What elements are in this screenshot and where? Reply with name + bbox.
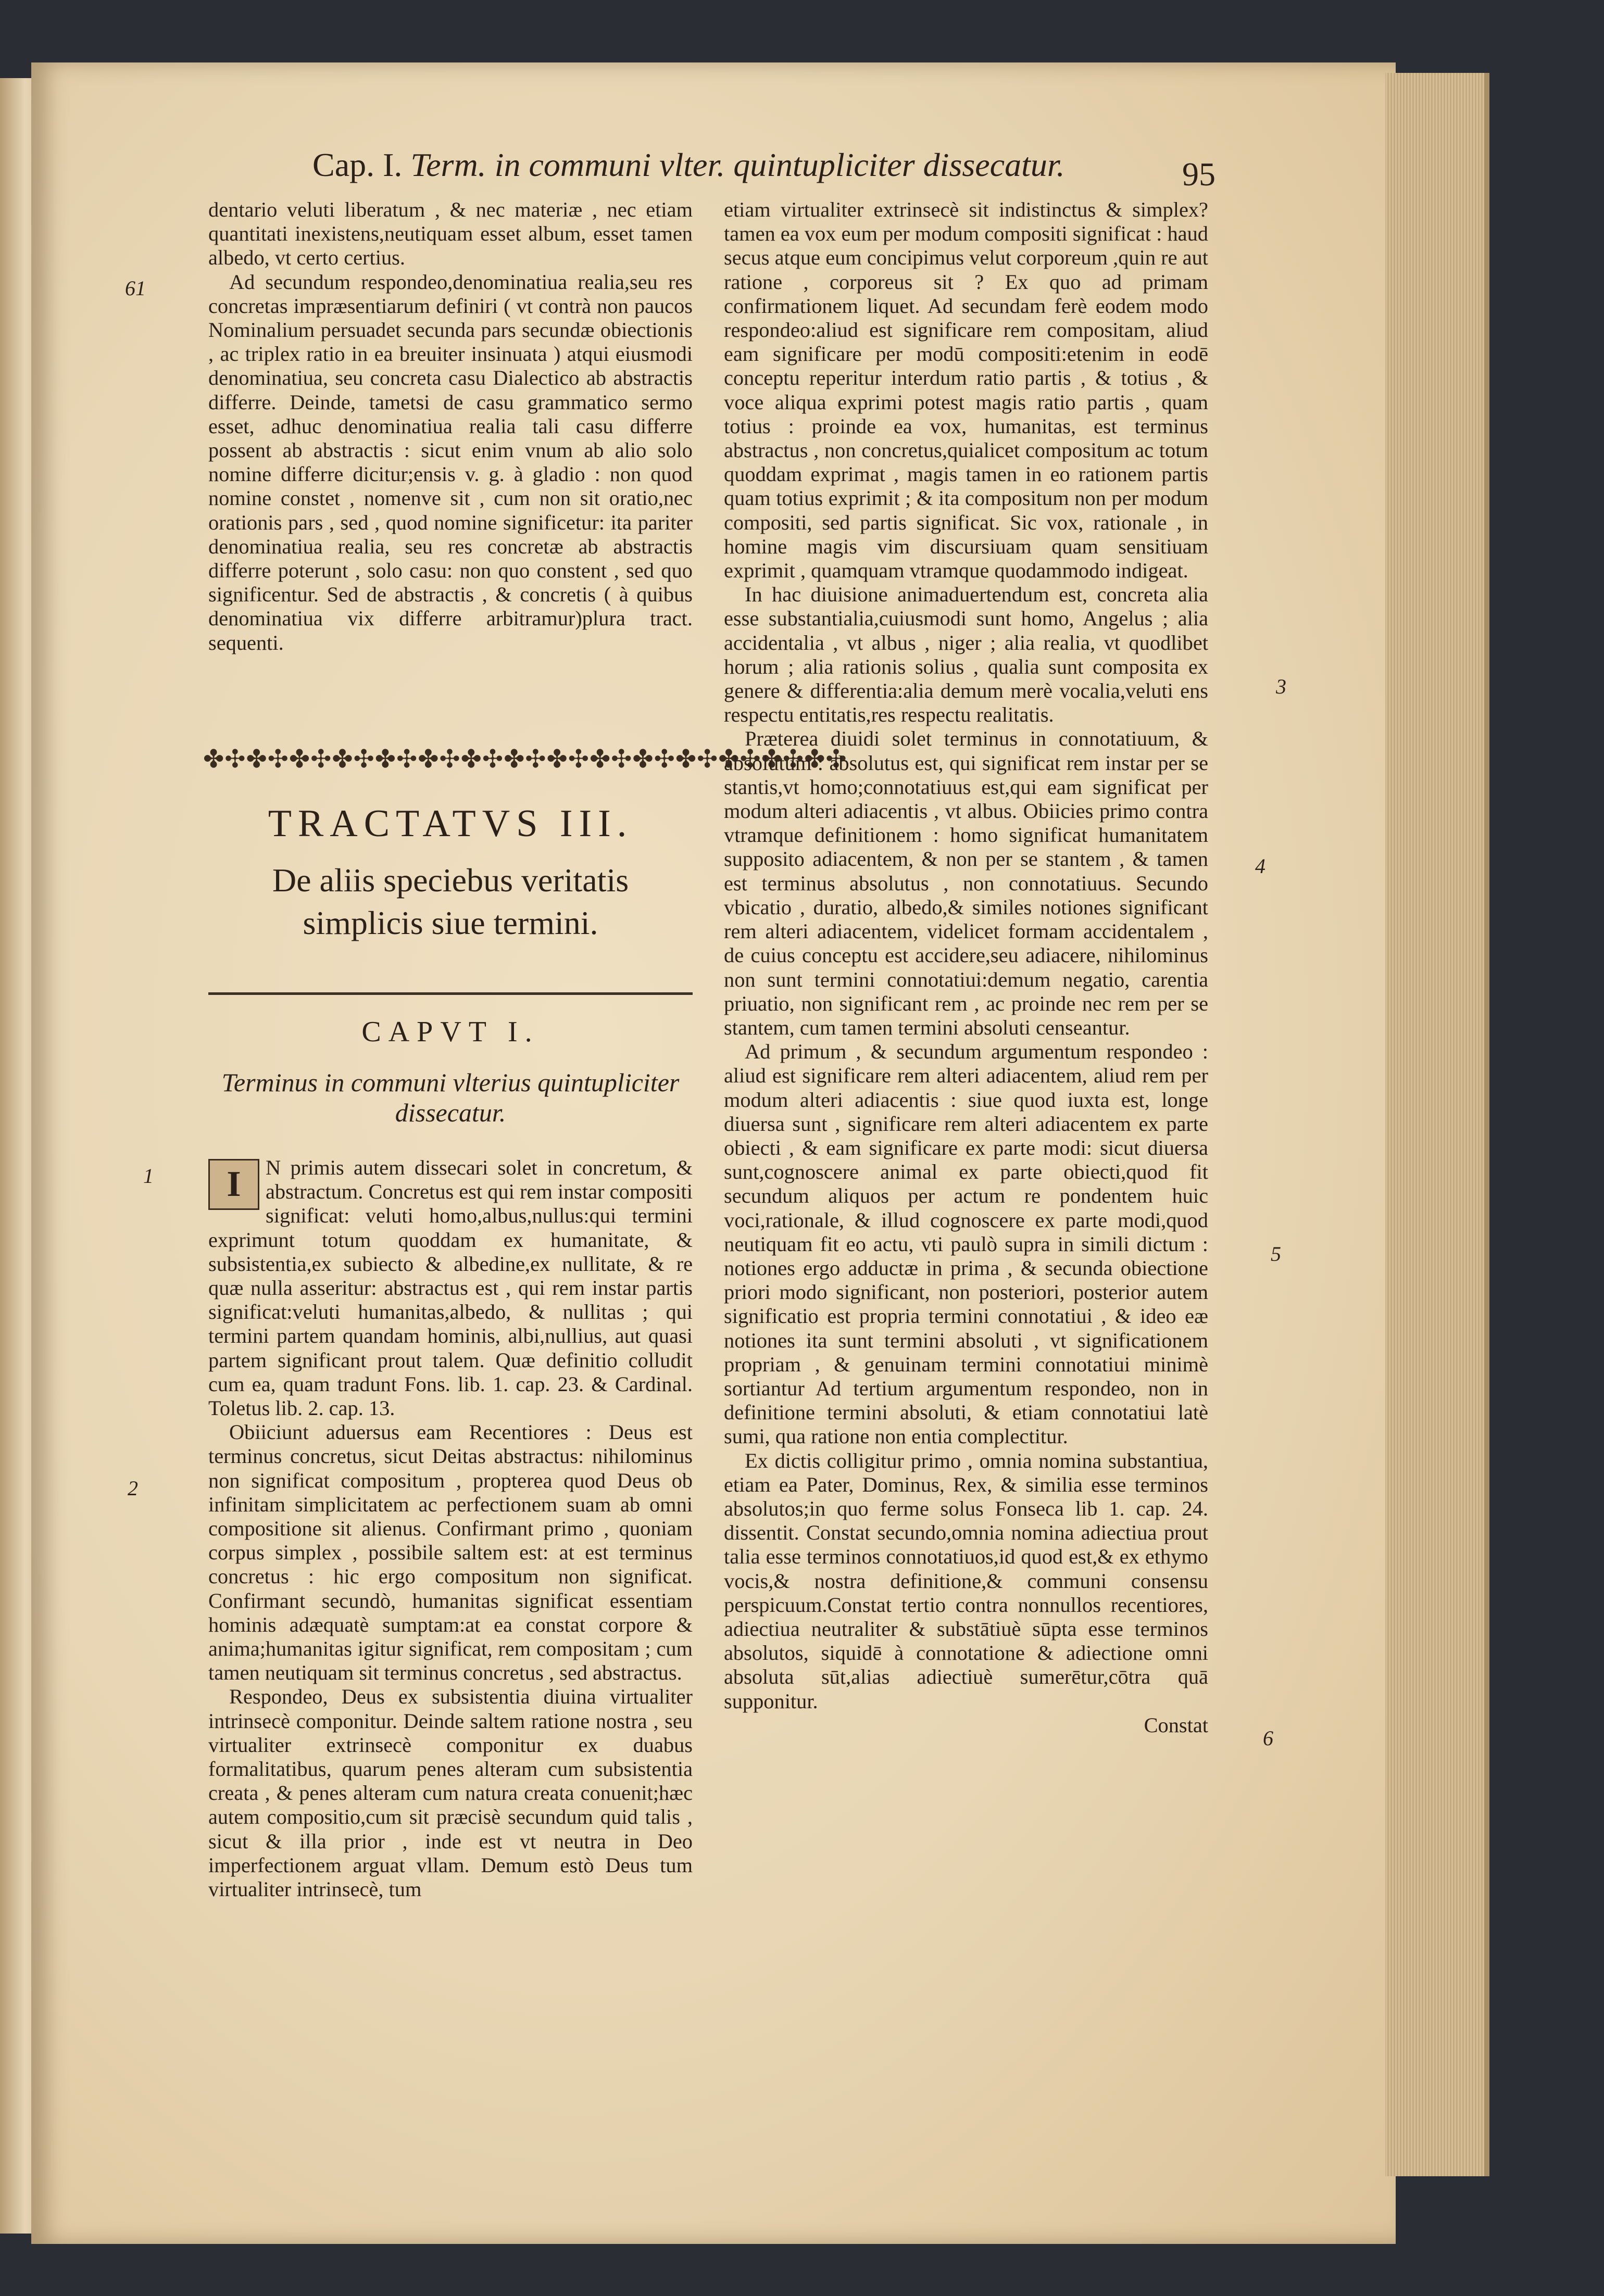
paragraph xyxy=(208,1156,693,1420)
caput-title: CAPVT I. xyxy=(361,1016,540,1048)
margin-number: 2 xyxy=(128,1477,138,1500)
margin-number: 1 xyxy=(143,1164,154,1188)
section-rule xyxy=(208,992,693,995)
right-column xyxy=(724,198,1208,1737)
margin-number: 61 xyxy=(125,276,146,300)
paragraph: Ex dictis colligitur primo , omnia nomina substantiua, etiam ea Pater, Dominus, Rex, & similia esse terminos absolutos;in quo ferme solus Fonseca lib 1. cap. 24. dissentit. Constat secundo,omnia nomina adiectiua prout talia esse terminos connotatiuos,id quod est,& ex ethymo vocis,& nostra definitione,& communi consensu perspicuum.Constat tertio contra nonnullos recentiores, adiectiua neutraliter & substātiuè sūpta esse terminos absolutos, siquidē à connotatione & adiectione omni absoluta sūt,alias adiectiuè sumerētur,cōtra quā supponitur. xyxy=(724,1448,1208,1713)
running-title: Term. in communi vlter. quintupliciter dissecatur. xyxy=(410,146,1065,183)
paragraph: Respondeo, Deus ex subsistentia diuina virtualiter intrinsecè componitur. Deinde saltem ratione nostra , seu virtualiter extrinsecè componitur ex duabus formalitatibus, quarum penes alteram cum subsistentia creata , & penes alteram cum natura creata conuenit;hæc autem compositio,cum sit præcisè secundum quid talis , sicut & illa prior , inde est vt neutra in Deo imperfectionem arguat vllam. Demum estò Deus tum virtualiter intrinsecè, tum xyxy=(208,1685,693,1901)
ornament-band: ✤✣✤✣✤✣✤✣✤✣✤✣✤✣✤✣✤✣✤✣✤✣✤✣✤✣✤✣✤✣ xyxy=(203,746,847,773)
margin-number: 6 xyxy=(1263,1726,1273,1750)
chapter-label: Cap. I. xyxy=(312,146,403,183)
paragraph-text: N primis autem dissecari solet in concretum, & abstractum. Concretus est qui rem instar compositi significat: veluti homo,albus,nullus:qui termini exprimunt totum quoddam ex humanitate, & subsistentia,ex subiecto & albedine,ex nullitate, & re quæ nulla asseritur: abstractus est , qui rem instar partis significat:veluti humanitas,albedo, & nullitas ; qui termini partem quandam hominis, albi,nullius, aut quasi partem significant prout talem. Quæ definitio colludit cum ea, quam tradunt Fons. lib. 1. cap. 23. & Cardinal. Toletus lib. 2. cap. 13. xyxy=(208,1156,693,1420)
paragraph: Ad primum , & secundum argumentum respondeo : aliud est significare rem alteri adiacentem, aliud rem per modum alteri adiacentis : siue quod iuxta est, longe diuersa sunt , significare rem alteri adiacentem ex parte obiecti , & eam significare ex parte modi: sicut diuersa sunt,cognoscere animal ex parte obiecti,quod fit secundum aliquos per actum re pondentem huic voci,rationale, & illud cognoscere ex parte modi,quod neutiquam fit eo actu, vti paulò supra in simili dictum : notiones ergo adductæ in prima , & secunda obiectione priori modo significant, non posteriori, posterior autem significatio est propria termini connotatiui , & ideo eæ notiones ita sunt termini absoluti , vt significationem propriam , & genuinam termini connotatiui minimè sortiantur Ad tertium argumentum respondeo, non in definitione termini absoluti, & etiam connotatiui latè sumi, qua ratione non entia complectitur. xyxy=(724,1040,1208,1448)
paragraph: Ad secundum respondeo,denominatiua realia,seu res concretas impræsentiarum definiri ( vt contrà non paucos Nominalium persuadet secunda pars secundæ obiectionis , ac triplex ratio in ea breuiter insinuata ) atqui eiusmodi denominatiua, seu concreta casu Dialectico ab abstractis differre. Deinde, tametsi de casu grammatico sermo esset, adhuc denominatiua realia tali casu differre possent ab abstractis : sicut enim vnum ab alio solo nomine differre dicitur;ensis v. g. à gladio : non quod nomine constet , nomenve sit , cum non sit oratio,nec orationis pars , sed , quod nomine significetur: ita pariter denominatiua realia, seu res concretæ ab abstractis differre poterunt , solo casu: non quo constent , sed quo significentur. Sed de abstractis , & concretis ( à quibus denominatiua vix differre arbitramur)plura tract. sequenti. xyxy=(208,270,693,654)
left-column-bottom xyxy=(208,1156,693,1901)
paragraph: In hac diuisione animaduertendum est, concreta alia esse substantialia,cuiusmodi sunt homo, Angelus ; alia accidentalia , vt albus , niger ; alia realia, vt quodlibet horum ; alia rationis solius , qualia sunt composita ex genere & differentia:alia demum merè vocalia,veluti ens respectu entitatis,res respectu realitatis. xyxy=(724,583,1208,727)
paragraph: Obiiciunt aduersus eam Recentiores : Deus est terminus concretus, sicut Deitas abstractus: nihilominus non significat compositum , propterea quod Deus ob infinitam simplicitatem ac perfectionem suam ab omni compositione sit alienus. Confirmant primo , quoniam corpus simplex , possibile saltem est: at est terminus concretus : hic ergo compositum non significat. Confirmant secundò, humanitas significat essentiam hominis adæquatè sumptam:at ea constat corpore & anima;humanitas igitur significat, rem compositam ; cum tamen neutiquam sit terminus concretus , sed abstractus. xyxy=(208,1420,693,1685)
caput-subtitle: Terminus in communi vlterius quintupliciter dissecatur. xyxy=(221,1068,680,1127)
catchword: Constat xyxy=(1144,1713,1208,1737)
running-head xyxy=(312,146,1239,184)
paragraph: dentario veluti liberatum , & nec materiæ , nec etiam quantitati inexistens,neutiquam esset album, esset tamen albedo, vt certo certius. xyxy=(208,198,693,270)
paragraph: etiam virtualiter extrinsecè sit indistinctus & simplex? tamen ea vox eum per modum compositi significat : haud secus atque eum concipimus velut corporeum ,quin re aut ratione , corporeus sit ? Ex quo ad primam confirmationem liquet. Ad secundam ferè eodem modo respondeo:aliud est significare rem compositam, aliud eam significare per modū compositi:etenim in eodē conceptu reperitur interdum ratio partis , & totius , & voce aliqua exprimi potest magis ratio partis , quam totius : proinde ea vox, humanitas, est terminus abstractus , non concretus,quialicet compositum ac totum quoddam exprimat , magis tamen in eo rationem partis quam totius exprimit ; & ita compositum non per modum compositi, sed partis significat. Sic vox, rationale , in homine magis vim discursiuam quam sensitiuam exprimit , quamquam vtramque quodammodo indigeat. xyxy=(724,198,1208,583)
page-fore-edge xyxy=(1385,73,1489,2176)
margin-number: 4 xyxy=(1255,854,1265,878)
tractatus-title: TRACTATVS III. xyxy=(268,802,633,845)
page-number: 95 xyxy=(1182,156,1215,193)
left-column-top xyxy=(208,198,693,655)
paragraph: Præterea diuidi solet terminus in connotatiuum, & absolutum : absolutus est, qui significat rem instar per se stantis,vt homo;connotatiuus est,qui eam significat per modum alteri adiacentis , vt albus. Obiicies primo contra vtramque definitionem : homo significat humanitatem supposito adiacentem, & non per se stantem , & tamen est terminus absolutus , non connotatiuus. Secundo vbicatio , duratio, albedo,& similes notiones significant rem alteri adiacentem, videlicet formam accidentalem , de cuius conceptu est accidere,seu adiacere, nihilominus non sunt termini connotatiui:demum negatio, carentia priuatio, non significant rem , ac proinde nec rem per se stantem, cum tamen termini absoluti censeantur. xyxy=(724,727,1208,1039)
margin-number: 3 xyxy=(1276,675,1286,698)
margin-number: 5 xyxy=(1271,1242,1281,1266)
dropcap-initial: I xyxy=(208,1159,259,1210)
tractatus-subtitle: De aliis speciebus veritatis simplicis siue termini. xyxy=(272,862,629,941)
